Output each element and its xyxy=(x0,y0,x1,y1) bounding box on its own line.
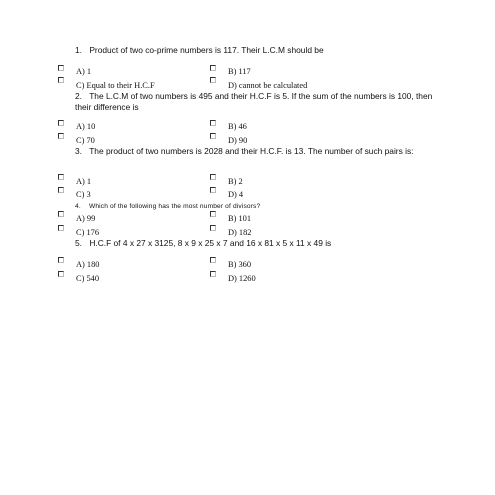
option-5a-label: A) 180 xyxy=(76,260,100,269)
question-text: Which of the following has the most number of divisors? xyxy=(88,203,261,210)
option-2d-label: D) 90 xyxy=(228,136,248,145)
option-1b-label: B) 117 xyxy=(228,67,251,76)
option-4a-label: A) 99 xyxy=(76,214,96,223)
option-3b-label: B) 2 xyxy=(228,177,243,186)
option-5b-label: B) 360 xyxy=(228,260,252,269)
option-5d-checkbox[interactable] xyxy=(210,271,216,277)
option-1c-label: C) Equal to their H.C.F xyxy=(76,81,155,90)
question-text: The product of two numbers is 2028 and their H.C.F. is 13. The number of such pairs is: xyxy=(89,146,414,156)
option-4c-label: C) 176 xyxy=(76,228,100,237)
question-text: Product of two co-prime numbers is 117. Their L.C.M should be xyxy=(89,45,324,55)
question-number: 1. xyxy=(75,45,82,55)
option-4d-checkbox[interactable] xyxy=(210,225,216,231)
option-2c-checkbox[interactable] xyxy=(58,133,64,139)
option-5c-checkbox[interactable] xyxy=(58,271,64,277)
option-2b-label: B) 46 xyxy=(228,122,247,131)
option-3c-label: C) 3 xyxy=(76,190,91,199)
question-2 xyxy=(75,91,440,112)
option-1a-label: A) 1 xyxy=(76,67,92,76)
option-3d-label: D) 4 xyxy=(228,190,244,199)
option-1d-label: D) cannot be calculated xyxy=(228,81,308,90)
option-4a-checkbox[interactable] xyxy=(58,211,64,217)
question-number: 5. xyxy=(75,238,82,248)
option-3a-label: A) 1 xyxy=(76,177,92,186)
option-3b-checkbox[interactable] xyxy=(210,174,216,180)
question-5 xyxy=(75,238,440,249)
question-text: H.C.F of 4 x 27 x 3125, 8 x 9 x 25 x 7 and 16 x 81 x 5 x 11 x 49 is xyxy=(89,238,332,248)
question-3 xyxy=(75,146,440,157)
option-1b-checkbox[interactable] xyxy=(210,65,216,71)
option-2b-checkbox[interactable] xyxy=(210,120,216,126)
option-2c-label: C) 70 xyxy=(76,136,95,145)
option-4b-label: B) 101 xyxy=(228,214,252,223)
option-5b-checkbox[interactable] xyxy=(210,257,216,263)
option-1a-checkbox[interactable] xyxy=(58,65,64,71)
option-1d-checkbox[interactable] xyxy=(210,77,216,83)
option-5d-label: D) 1260 xyxy=(228,274,256,283)
question-4 xyxy=(75,202,440,213)
option-5a-checkbox[interactable] xyxy=(58,257,64,263)
question-text: The L.C.M of two numbers is 495 and their H.C.F is 5. If the sum of the numbers is 100, then their difference is xyxy=(75,91,433,112)
option-3c-checkbox[interactable] xyxy=(58,187,64,193)
option-2a-checkbox[interactable] xyxy=(58,120,64,126)
question-number: 2. xyxy=(75,91,82,101)
option-2a-label: A) 10 xyxy=(76,122,96,131)
option-4d-label: D) 182 xyxy=(228,228,252,237)
option-4c-checkbox[interactable] xyxy=(58,225,64,231)
option-5c-label: C) 540 xyxy=(76,274,100,283)
option-4b-checkbox[interactable] xyxy=(210,211,216,217)
question-1 xyxy=(75,45,440,56)
question-number: 4. xyxy=(75,203,81,210)
question-number: 3. xyxy=(75,146,82,156)
option-3a-checkbox[interactable] xyxy=(58,174,64,180)
option-3d-checkbox[interactable] xyxy=(210,187,216,193)
option-1c-checkbox[interactable] xyxy=(58,77,64,83)
option-2d-checkbox[interactable] xyxy=(210,133,216,139)
